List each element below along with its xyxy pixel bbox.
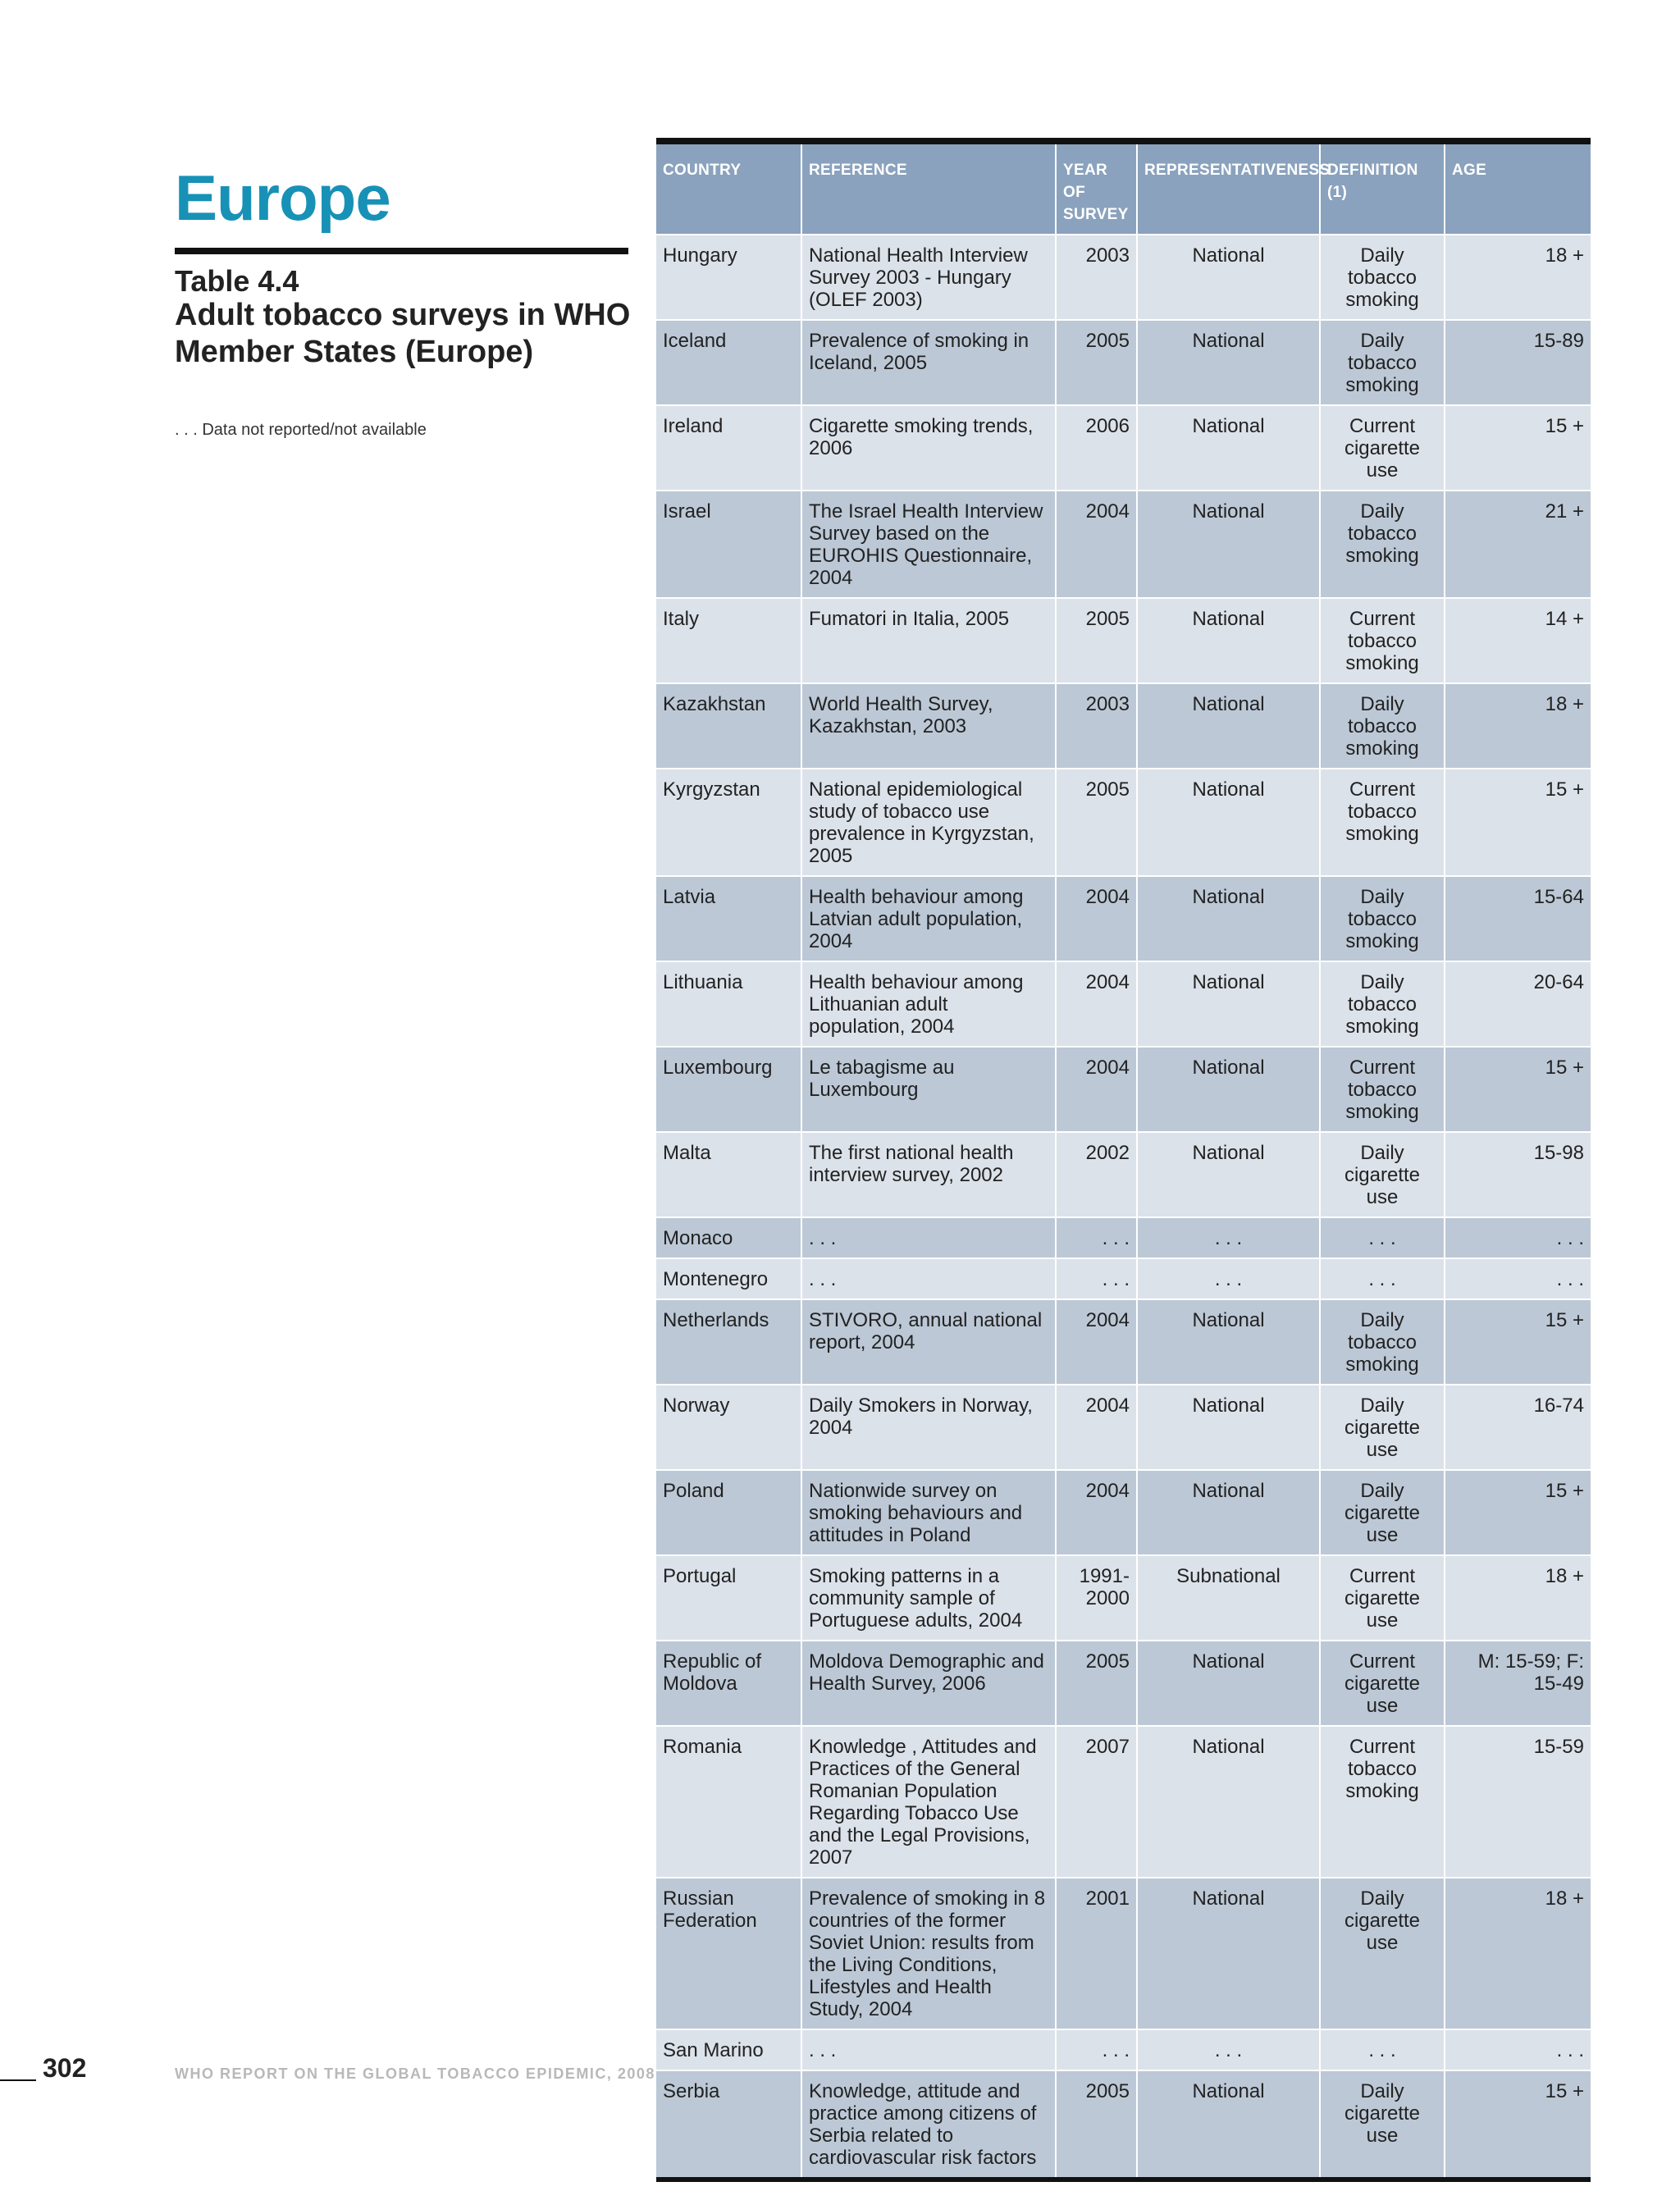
- reference-cell: World Health Survey, Kazakhstan, 2003: [801, 683, 1056, 769]
- age-cell: 18 +: [1445, 1555, 1591, 1641]
- table-row: [656, 2029, 1591, 2070]
- country-cell: Hungary: [656, 235, 801, 320]
- definition-cell: Daily cigarette use: [1320, 1385, 1445, 1470]
- representativeness-cell: National: [1137, 1385, 1320, 1470]
- age-cell: 15-59: [1445, 1726, 1591, 1878]
- table-row: [656, 1258, 1591, 1299]
- year-cell: . . .: [1056, 1258, 1137, 1299]
- year-cell: 2004: [1056, 1047, 1137, 1132]
- representativeness-cell: National: [1137, 1470, 1320, 1555]
- reference-cell: . . .: [801, 2029, 1056, 2070]
- table-body: [656, 235, 1591, 2177]
- table-row: [656, 235, 1591, 320]
- reference-cell: Moldova Demographic and Health Survey, 2006: [801, 1641, 1056, 1726]
- header-country: COUNTRY: [656, 144, 801, 235]
- table-row: [656, 598, 1591, 683]
- representativeness-cell: Subnational: [1137, 1555, 1320, 1641]
- definition-cell: . . .: [1320, 2029, 1445, 2070]
- representativeness-cell: National: [1137, 235, 1320, 320]
- age-cell: 20-64: [1445, 961, 1591, 1047]
- representativeness-cell: National: [1137, 491, 1320, 598]
- representativeness-cell: National: [1137, 405, 1320, 491]
- year-cell: 1991-2000: [1056, 1555, 1137, 1641]
- age-cell: 15-98: [1445, 1132, 1591, 1217]
- reference-cell: Knowledge , Attitudes and Practices of the General Romanian Population Regarding Tobacco Use and the Legal Provisions, 2007: [801, 1726, 1056, 1878]
- reference-cell: Prevalence of smoking in 8 countries of the former Soviet Union: results from the Living Conditions, Lifestyles and Health Study, 2004: [801, 1878, 1056, 2029]
- table-row: [656, 876, 1591, 961]
- year-cell: 2007: [1056, 1726, 1137, 1878]
- age-cell: 15 +: [1445, 1470, 1591, 1555]
- section-title: Europe: [175, 162, 390, 234]
- country-cell: Kazakhstan: [656, 683, 801, 769]
- reference-cell: Cigarette smoking trends, 2006: [801, 405, 1056, 491]
- country-cell: Ireland: [656, 405, 801, 491]
- representativeness-cell: National: [1137, 1299, 1320, 1385]
- year-cell: 2004: [1056, 876, 1137, 961]
- definition-cell: Daily cigarette use: [1320, 1470, 1445, 1555]
- definition-cell: Daily tobacco smoking: [1320, 961, 1445, 1047]
- definition-cell: Current tobacco smoking: [1320, 598, 1445, 683]
- table-row: [656, 2070, 1591, 2177]
- survey-table-wrapper: [656, 138, 1591, 2182]
- country-cell: Kyrgyzstan: [656, 769, 801, 876]
- table-row: [656, 320, 1591, 405]
- age-cell: 15-64: [1445, 876, 1591, 961]
- country-cell: Luxembourg: [656, 1047, 801, 1132]
- year-cell: 2003: [1056, 683, 1137, 769]
- representativeness-cell: National: [1137, 683, 1320, 769]
- table-row: [656, 1878, 1591, 2029]
- year-cell: 2001: [1056, 1878, 1137, 2029]
- year-cell: 2006: [1056, 405, 1137, 491]
- year-cell: 2004: [1056, 1470, 1137, 1555]
- definition-cell: Current tobacco smoking: [1320, 1047, 1445, 1132]
- definition-cell: Current tobacco smoking: [1320, 769, 1445, 876]
- definition-cell: Current cigarette use: [1320, 1641, 1445, 1726]
- reference-cell: Prevalence of smoking in Iceland, 2005: [801, 320, 1056, 405]
- definition-cell: Daily tobacco smoking: [1320, 491, 1445, 598]
- year-cell: . . .: [1056, 2029, 1137, 2070]
- year-cell: 2005: [1056, 769, 1137, 876]
- table-row: [656, 961, 1591, 1047]
- age-cell: 18 +: [1445, 235, 1591, 320]
- header-definition: DEFINITION (1): [1320, 144, 1445, 235]
- header-representativeness: REPRESENTATIVENESS: [1137, 144, 1320, 235]
- definition-cell: Daily tobacco smoking: [1320, 876, 1445, 961]
- title-rule: [175, 248, 628, 254]
- representativeness-cell: National: [1137, 320, 1320, 405]
- header-year: YEAR OF SURVEY: [1056, 144, 1137, 235]
- country-cell: Montenegro: [656, 1258, 801, 1299]
- age-cell: 15 +: [1445, 2070, 1591, 2177]
- representativeness-cell: . . .: [1137, 2029, 1320, 2070]
- country-cell: Netherlands: [656, 1299, 801, 1385]
- reference-cell: Daily Smokers in Norway, 2004: [801, 1385, 1056, 1470]
- table-row: [656, 1299, 1591, 1385]
- definition-cell: Current cigarette use: [1320, 1555, 1445, 1641]
- definition-cell: Daily cigarette use: [1320, 2070, 1445, 2177]
- header-age: AGE: [1445, 144, 1591, 235]
- country-cell: Russian Federation: [656, 1878, 801, 2029]
- definition-cell: Daily tobacco smoking: [1320, 320, 1445, 405]
- table-row: [656, 491, 1591, 598]
- definition-cell: Daily tobacco smoking: [1320, 683, 1445, 769]
- representativeness-cell: National: [1137, 876, 1320, 961]
- reference-cell: National Health Interview Survey 2003 - Hungary (OLEF 2003): [801, 235, 1056, 320]
- page-number: 302: [43, 2053, 87, 2083]
- reference-cell: STIVORO, annual national report, 2004: [801, 1299, 1056, 1385]
- age-cell: 21 +: [1445, 491, 1591, 598]
- header-reference: REFERENCE: [801, 144, 1056, 235]
- age-cell: 15-89: [1445, 320, 1591, 405]
- age-cell: 15 +: [1445, 1047, 1591, 1132]
- year-cell: 2004: [1056, 491, 1137, 598]
- year-cell: 2004: [1056, 1385, 1137, 1470]
- representativeness-cell: National: [1137, 1047, 1320, 1132]
- definition-cell: Daily cigarette use: [1320, 1878, 1445, 2029]
- age-cell: 15 +: [1445, 769, 1591, 876]
- year-cell: 2004: [1056, 961, 1137, 1047]
- definition-cell: Current tobacco smoking: [1320, 1726, 1445, 1878]
- country-cell: Israel: [656, 491, 801, 598]
- reference-cell: Health behaviour among Latvian adult population, 2004: [801, 876, 1056, 961]
- representativeness-cell: . . .: [1137, 1258, 1320, 1299]
- running-footer: WHO REPORT ON THE GLOBAL TOBACCO EPIDEMIC, 2008: [175, 2065, 655, 2082]
- age-cell: 18 +: [1445, 683, 1591, 769]
- representativeness-cell: National: [1137, 1726, 1320, 1878]
- representativeness-cell: National: [1137, 2070, 1320, 2177]
- country-cell: Malta: [656, 1132, 801, 1217]
- country-cell: Republic of Moldova: [656, 1641, 801, 1726]
- year-cell: 2005: [1056, 2070, 1137, 2177]
- reference-cell: Le tabagisme au Luxembourg: [801, 1047, 1056, 1132]
- definition-cell: Daily cigarette use: [1320, 1132, 1445, 1217]
- age-cell: 18 +: [1445, 1878, 1591, 2029]
- year-cell: 2005: [1056, 598, 1137, 683]
- definition-cell: Daily tobacco smoking: [1320, 235, 1445, 320]
- age-cell: 15 +: [1445, 1299, 1591, 1385]
- table-row: [656, 405, 1591, 491]
- table-row: [656, 1470, 1591, 1555]
- definition-cell: Current cigarette use: [1320, 405, 1445, 491]
- table-number: Table 4.4: [175, 264, 299, 298]
- year-cell: 2005: [1056, 320, 1137, 405]
- reference-cell: Smoking patterns in a community sample of Portuguese adults, 2004: [801, 1555, 1056, 1641]
- year-cell: 2003: [1056, 235, 1137, 320]
- year-cell: 2005: [1056, 1641, 1137, 1726]
- country-cell: Romania: [656, 1726, 801, 1878]
- representativeness-cell: National: [1137, 1878, 1320, 2029]
- country-cell: Poland: [656, 1470, 801, 1555]
- reference-cell: Fumatori in Italia, 2005: [801, 598, 1056, 683]
- year-cell: 2004: [1056, 1299, 1137, 1385]
- country-cell: Latvia: [656, 876, 801, 961]
- definition-cell: Daily tobacco smoking: [1320, 1299, 1445, 1385]
- country-cell: Italy: [656, 598, 801, 683]
- table-row: [656, 1217, 1591, 1258]
- age-cell: 14 +: [1445, 598, 1591, 683]
- country-cell: Iceland: [656, 320, 801, 405]
- age-cell: 15 +: [1445, 405, 1591, 491]
- survey-table: [656, 144, 1591, 2177]
- table-row: [656, 1047, 1591, 1132]
- table-row: [656, 1132, 1591, 1217]
- reference-cell: . . .: [801, 1258, 1056, 1299]
- age-cell: M: 15-59; F: 15-49: [1445, 1641, 1591, 1726]
- country-cell: Portugal: [656, 1555, 801, 1641]
- age-cell: . . .: [1445, 1217, 1591, 1258]
- country-cell: Serbia: [656, 2070, 801, 2177]
- reference-cell: . . .: [801, 1217, 1056, 1258]
- reference-cell: Nationwide survey on smoking behaviours and attitudes in Poland: [801, 1470, 1056, 1555]
- age-cell: 16-74: [1445, 1385, 1591, 1470]
- definition-cell: . . .: [1320, 1258, 1445, 1299]
- table-row: [656, 1726, 1591, 1878]
- year-cell: . . .: [1056, 1217, 1137, 1258]
- representativeness-cell: National: [1137, 1641, 1320, 1726]
- definition-cell: . . .: [1320, 1217, 1445, 1258]
- country-cell: Lithuania: [656, 961, 801, 1047]
- country-cell: Norway: [656, 1385, 801, 1470]
- page-number-rule: [0, 2079, 36, 2081]
- representativeness-cell: National: [1137, 598, 1320, 683]
- table-row: [656, 769, 1591, 876]
- table-row: [656, 1385, 1591, 1470]
- table-header-row: [656, 144, 1591, 235]
- reference-cell: National epidemiological study of tobacco use prevalence in Kyrgyzstan, 2005: [801, 769, 1056, 876]
- reference-cell: Health behaviour among Lithuanian adult population, 2004: [801, 961, 1056, 1047]
- table-row: [656, 1641, 1591, 1726]
- age-cell: . . .: [1445, 1258, 1591, 1299]
- reference-cell: The Israel Health Interview Survey based on the EUROHIS Questionnaire, 2004: [801, 491, 1056, 598]
- year-cell: 2002: [1056, 1132, 1137, 1217]
- representativeness-cell: National: [1137, 769, 1320, 876]
- reference-cell: Knowledge, attitude and practice among citizens of Serbia related to cardiovascular risk factors: [801, 2070, 1056, 2177]
- country-cell: San Marino: [656, 2029, 801, 2070]
- country-cell: Monaco: [656, 1217, 801, 1258]
- age-cell: . . .: [1445, 2029, 1591, 2070]
- representativeness-cell: . . .: [1137, 1217, 1320, 1258]
- representativeness-cell: National: [1137, 1132, 1320, 1217]
- table-title: Adult tobacco surveys in WHO Member States (Europe): [175, 298, 631, 369]
- legend-note: . . . Data not reported/not available: [175, 421, 427, 439]
- table-row: [656, 1555, 1591, 1641]
- table-row: [656, 683, 1591, 769]
- representativeness-cell: National: [1137, 961, 1320, 1047]
- reference-cell: The first national health interview survey, 2002: [801, 1132, 1056, 1217]
